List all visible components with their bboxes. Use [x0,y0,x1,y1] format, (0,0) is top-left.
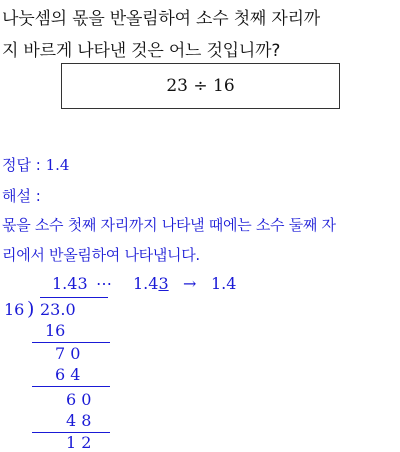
explanation-line-1: 몫을 소수 첫째 자리까지 나타낼 때에는 소수 둘째 자 [2,216,336,234]
question-line-2: 지 바르게 나타낸 것은 어느 것입니까? [2,41,281,61]
arrow-icon: → [183,274,197,293]
rounded-prefix: 1.4 [133,274,159,293]
divisor: 16 [4,300,25,319]
answer-value: 1.4 [45,156,70,174]
rounded-value [133,274,169,293]
subtraction-line-2 [32,386,110,387]
step-1: 16 [45,321,66,340]
division-bracket: ) [27,298,35,320]
step-2: 7 0 [55,344,81,363]
expression-box [61,63,340,109]
explanation-heading: 해설 : [2,187,41,205]
ellipsis: ⋯ [96,274,112,293]
division-expression: 23 ÷ 16 [166,76,235,96]
answer-line [2,154,69,175]
quotient: 1.43 [52,274,88,293]
step-4: 6 0 [66,390,92,409]
dividend: 23.0 [40,300,76,319]
explanation-line-2: 리에서 반올림하여 나타냅니다. [2,246,200,264]
step-3: 6 4 [55,365,81,384]
rounded-digit: 3 [158,274,169,293]
division-bar [40,297,108,298]
step-5: 4 8 [66,411,92,430]
question-line-1: 나눗셈의 몫을 반올림하여 소수 첫째 자리까 [2,9,321,29]
result-value: 1.4 [211,274,237,293]
step-6: 1 2 [66,433,92,452]
subtraction-line-1 [32,342,110,343]
answer-label: 정답 : [2,156,46,174]
